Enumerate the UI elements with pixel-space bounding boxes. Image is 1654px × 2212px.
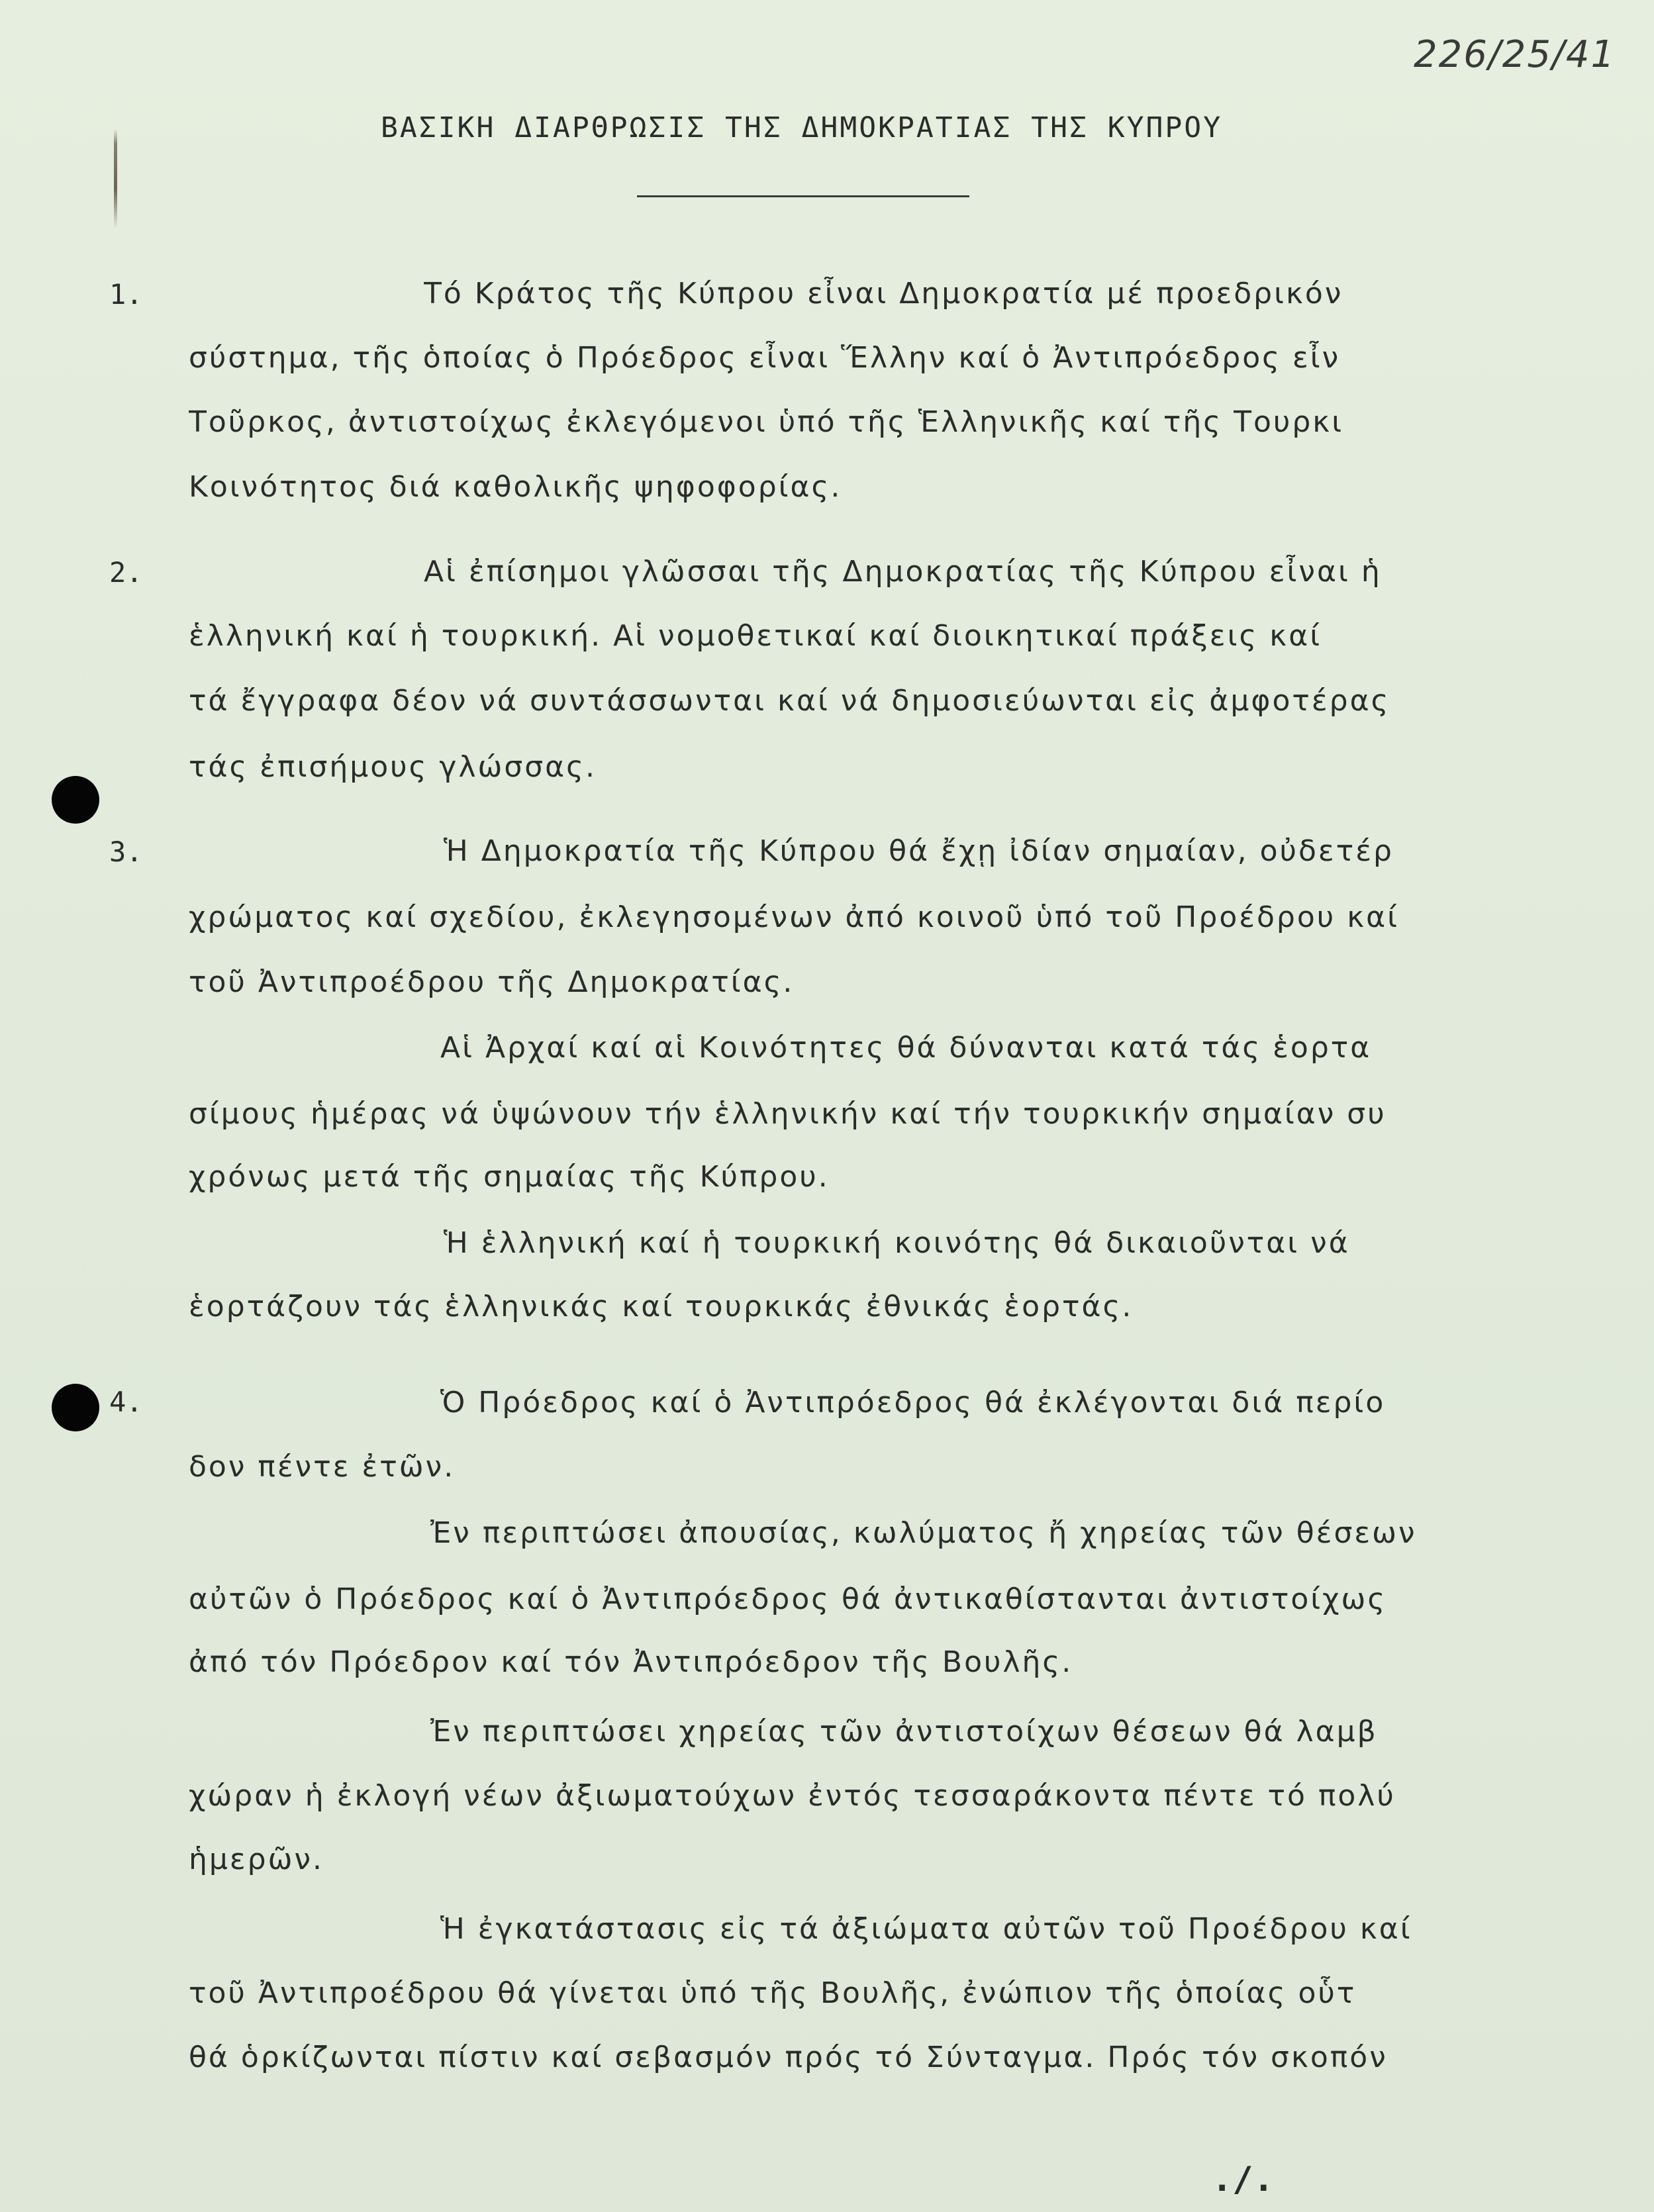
- text-line: Τό Κράτος τῆς Κύπρου εἶναι Δημοκρατία μέ προεδρικόν: [424, 277, 1343, 311]
- text-line: τοῦ Ἀντιπροέδρου τῆς Δημοκρατίας.: [189, 965, 795, 999]
- text-line: σίμους ἡμέρας νά ὑψώνουν τήν ἑλληνικήν καί τήν τουρκικήν σημαίαν συ: [189, 1097, 1386, 1131]
- text-line: Ὁ Πρόεδρος καί ὁ Ἀντιπρόεδρος θά ἐκλέγονται διά περίο: [440, 1386, 1386, 1419]
- title-underline: [637, 195, 969, 197]
- text-line: Ἡ Δημοκρατία τῆς Κύπρου θά ἔχῃ ἰδίαν σημαίαν, οὐδετέρ: [444, 834, 1394, 868]
- margin-pencil-mark: [114, 129, 117, 228]
- text-line: Ἐν περιπτώσει χηρείας τῶν ἀντιστοίχων θέσεων θά λαμβ: [430, 1715, 1378, 1749]
- text-line: Τοῦρκος, ἀντιστοίχως ἐκλεγόμενοι ὑπό τῆς Ἑλληνικῆς καί τῆς Τουρκι: [189, 405, 1344, 439]
- text-line: χρόνως μετά τῆς σημαίας τῆς Κύπρου.: [189, 1160, 830, 1194]
- punch-hole-icon: [52, 1384, 99, 1431]
- continuation-mark: ./.: [1212, 2160, 1274, 2199]
- punch-hole-icon: [52, 776, 99, 824]
- text-line: ἑορτάζουν τάς ἑλληνικάς καί τουρκικάς ἐθνικάς ἑορτάς.: [189, 1290, 1134, 1323]
- text-line: Ἐν περιπτώσει ἀπουσίας, κωλύματος ἤ χηρείας τῶν θέσεων: [430, 1516, 1417, 1550]
- text-line: αὐτῶν ὁ Πρόεδρος καί ὁ Ἀντιπρόεδρος θά ἀντικαθίστανται ἀντιστοίχως: [189, 1582, 1387, 1616]
- paragraph-number: 1.: [109, 278, 143, 311]
- text-line: Ἡ ἑλληνική καί ἡ τουρκική κοινότης θά δικαιοῦνται νά: [444, 1226, 1350, 1260]
- reference-number: 226/25/41: [1414, 33, 1616, 76]
- text-line: ἑλληνική καί ἡ τουρκική. Αἱ νομοθετικαί καί διοικητικαί πράξεις καί: [189, 619, 1322, 653]
- text-line: χρώματος καί σχεδίου, ἐκλεγησομένων ἀπό κοινοῦ ὑπό τοῦ Προέδρου καί: [189, 900, 1400, 934]
- text-line: δον πέντε ἐτῶν.: [189, 1450, 456, 1484]
- text-line: σύστημα, τῆς ὁποίας ὁ Πρόεδρος εἶναι Ἕλλην καί ὁ Ἀντιπρόεδρος εἶν: [189, 341, 1341, 375]
- text-line: τάς ἐπισήμους γλώσσας.: [189, 750, 597, 784]
- text-line: Αἱ Ἀρχαί καί αἱ Κοινότητες θά δύνανται κατά τάς ἑορτα: [440, 1031, 1372, 1065]
- document-title: ΒΑΣΙΚΗ ΔΙΑΡΘΡΩΣΙΣ ΤΗΣ ΔΗΜΟΚΡΑΤΙΑΣ ΤΗΣ ΚΥΠΡΟΥ: [381, 111, 1223, 144]
- text-line: Αἱ ἐπίσημοι γλῶσσαι τῆς Δημοκρατίας τῆς Κύπρου εἶναι ἡ: [424, 555, 1382, 589]
- text-line: τοῦ Ἀντιπροέδρου θά γίνεται ὑπό τῆς Βουλῆς, ἐνώπιον τῆς ὁποίας οὗτ: [189, 1976, 1357, 2010]
- text-line: Ἡ ἐγκατάστασις εἰς τά ἀξιώματα αὐτῶν τοῦ Προέδρου καί: [440, 1912, 1412, 1946]
- text-line: ἡμερῶν.: [189, 1843, 324, 1876]
- paragraph-number: 2.: [109, 556, 143, 589]
- paragraph-number: 4.: [109, 1386, 143, 1418]
- text-line: ἀπό τόν Πρόεδρον καί τόν Ἀντιπρόεδρον τῆς Βουλῆς.: [189, 1645, 1073, 1679]
- text-line: Κοινότητος διά καθολικῆς ψηφοφορίας.: [189, 470, 842, 504]
- text-line: τά ἔγγραφα δέον νά συντάσσωνται καί νά δημοσιεύωνται εἰς ἀμφοτέρας: [189, 684, 1390, 718]
- text-line: χώραν ἡ ἐκλογή νέων ἀξιωματούχων ἐντός τεσσαράκοντα πέντε τό πολύ: [189, 1779, 1396, 1813]
- paragraph-number: 3.: [109, 836, 143, 868]
- text-line: θά ὁρκίζωνται πίστιν καί σεβασμόν πρός τό Σύνταγμα. Πρός τόν σκοπόν: [189, 2041, 1388, 2074]
